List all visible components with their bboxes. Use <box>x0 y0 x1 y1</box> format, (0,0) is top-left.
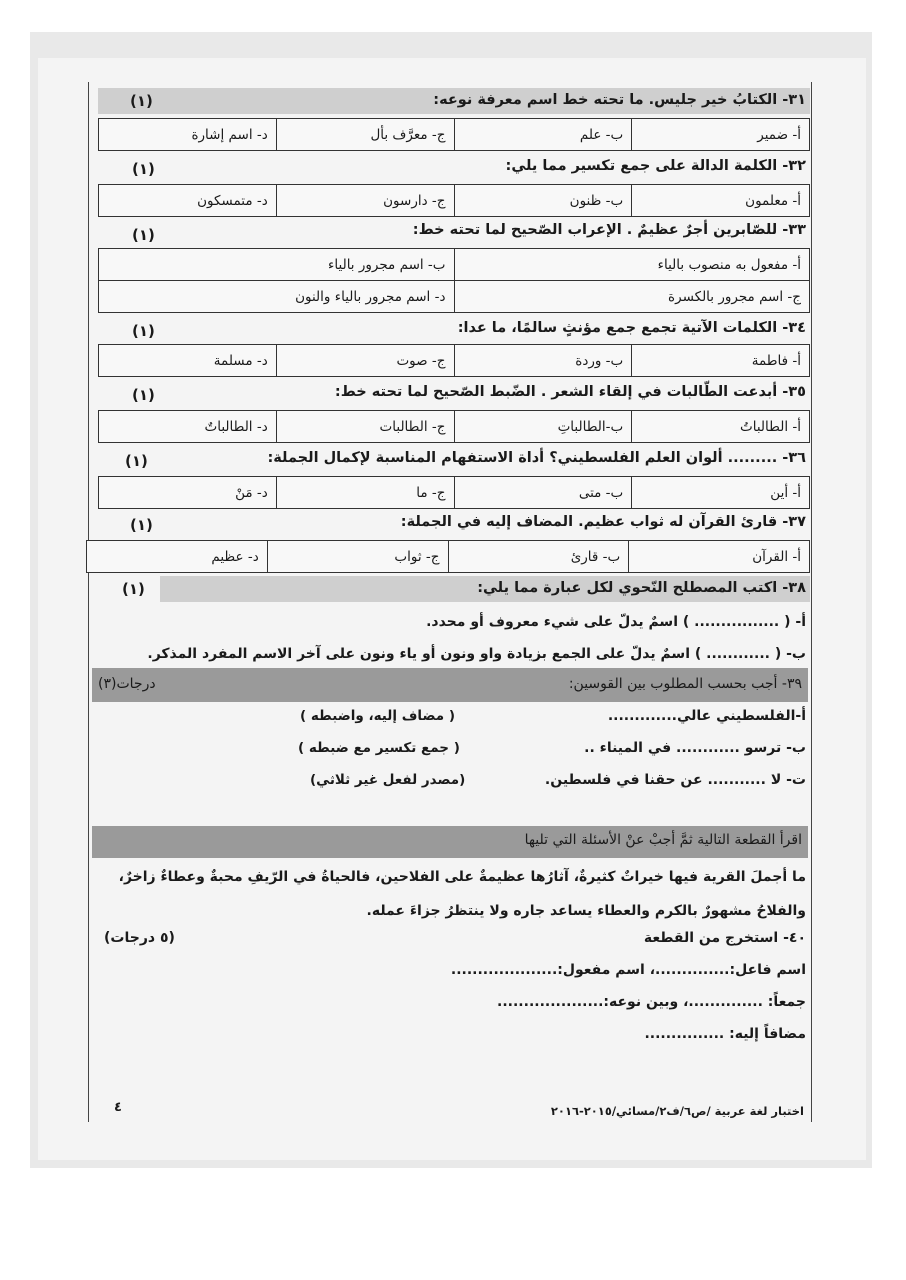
page-number: ٤ <box>114 1100 122 1115</box>
option-b[interactable]: ب- اسم مجرور بالياء <box>99 249 455 281</box>
option-c[interactable]: ج- الطالبات <box>276 411 454 443</box>
question-39-item-c: ت- لا ........... عن حقنا في فلسطين. <box>544 772 806 788</box>
question-40-line-2: جمعاً: ..............، وبين نوعه:.................... <box>497 994 806 1010</box>
question-37: ٣٧- قارئ القرآن له ثواب عظيم. المضاف إليه في الجملة: <box>400 514 806 530</box>
question-35-options <box>98 410 810 443</box>
option-c[interactable]: ج- معرَّف بأل <box>276 119 454 151</box>
option-c[interactable]: ج- دارسون <box>276 185 454 217</box>
option-d[interactable]: د- متمسكون <box>99 185 277 217</box>
question-36-options <box>98 476 810 509</box>
question-35-mark: (١) <box>132 386 155 404</box>
question-40-mark: (٥ درجات) <box>104 930 175 946</box>
question-31-mark: (١) <box>130 92 153 110</box>
option-a[interactable]: أ- الطالباتُ <box>632 411 810 443</box>
option-c[interactable]: ج- اسم مجرور بالكسرة <box>454 281 810 313</box>
option-d[interactable]: د- اسم مجرور بالياء والنون <box>99 281 455 313</box>
question-33: ٣٣- للصّابرين أجرٌ عظيمٌ . الإعراب الصّحيح لما تحته خط: <box>412 222 806 238</box>
footer-title: اختبار لغة عربية /ص٦/ف٢/مسائي/٢٠١٥-٢٠١٦ <box>550 1104 804 1118</box>
option-c[interactable]: ج- صوت <box>276 345 454 377</box>
question-32-mark: (١) <box>132 160 155 178</box>
option-c[interactable]: ج- ما <box>276 477 454 509</box>
option-c[interactable]: ج- ثواب <box>267 541 448 573</box>
option-d[interactable]: د- عظيم <box>87 541 268 573</box>
question-39-mark: (٣)درجات <box>98 676 156 692</box>
option-d[interactable]: د- اسم إشارة <box>99 119 277 151</box>
question-33-mark: (١) <box>132 226 155 244</box>
question-34: ٣٤- الكلمات الآتية تجمع جمع مؤنثٍ سالمًا، ما عدا: <box>457 320 806 336</box>
question-36: ٣٦- ......... ألوان العلم الفلسطيني؟ أداة الاستفهام المناسبة لإكمال الجملة: <box>267 450 806 466</box>
option-b[interactable]: ب- ظنون <box>454 185 632 217</box>
question-38: ٣٨- اكتب المصطلح النّحوي لكل عبارة مما يلي: <box>477 580 806 596</box>
question-36-mark: (١) <box>125 452 148 470</box>
question-40-line-1: اسم فاعل:..............، اسم مفعول:.................... <box>450 962 806 978</box>
option-b[interactable]: ب- وردة <box>454 345 632 377</box>
option-d[interactable]: د- مَنْ <box>99 477 277 509</box>
question-38-line-a: أ- ( ................ ) اسمٌ يدلّ على شيء معروف أو محدد. <box>426 614 806 630</box>
question-38-line-b: ب- ( ............ ) اسمٌ يدلّ على الجمع بزيادة واو ونون أو ياء ونون على آخر الاسم المفرد المذكر. <box>147 646 806 662</box>
question-31-options <box>98 118 810 151</box>
question-31: ٣١- الكتابُ خير جليس. ما تحته خط اسم معرفة نوعه: <box>433 92 806 108</box>
passage-heading: اقرأ القطعة التالية ثمَّ أجبْ عنْ الأسئلة التي تليها <box>524 832 802 848</box>
question-34-options <box>98 344 810 377</box>
option-a[interactable]: أ- القرآن <box>629 541 810 573</box>
option-a[interactable]: أ- أين <box>632 477 810 509</box>
question-32: ٣٢- الكلمة الدالة على جمع تكسير مما يلي: <box>505 158 806 174</box>
option-b[interactable]: ب- متى <box>454 477 632 509</box>
option-a[interactable]: أ- معلمون <box>632 185 810 217</box>
question-39-item-a: أ-الفلسطيني عالي............. <box>607 708 806 724</box>
option-b[interactable]: ب-الطالباتِ <box>454 411 632 443</box>
option-d[interactable]: د- الطالباتٌ <box>99 411 277 443</box>
question-38-mark: (١) <box>122 580 145 598</box>
passage-text: ما أجملَ القرية فيها خيراتٌ كثيرةٌ، آثارُها عظيمةٌ على الفلاحين، فالحياةُ في الرّيفِ محبةٌ وعطاءٌ زاخرٌ، والفلاحُ مشهورٌ بالكرم والعطاء يساعد جاره ولا ينتظرُ جزاءَ عمله. <box>118 869 806 919</box>
question-39: ٣٩- أجب بحسب المطلوب بين القوسين: <box>568 676 802 692</box>
question-40: ٤٠- استخرج من القطعة <box>643 930 806 946</box>
question-32-options <box>98 184 810 217</box>
question-33-options <box>98 248 810 313</box>
option-a[interactable]: أ- ضمير <box>632 119 810 151</box>
question-37-mark: (١) <box>130 516 153 534</box>
option-d[interactable]: د- مسلمة <box>99 345 277 377</box>
question-40-line-3: مضافاً إليه: ............... <box>644 1026 806 1042</box>
option-a[interactable]: أ- فاطمة <box>632 345 810 377</box>
question-39-hint-a: ( مضاف إليه، واضبطه ) <box>300 708 455 724</box>
question-39-item-b: ب- ترسو ............ في الميناء .. <box>584 740 806 756</box>
question-37-options <box>86 540 810 573</box>
question-39-hint-c: (مصدر لفعل غير ثلاثي) <box>310 772 466 788</box>
option-b[interactable]: ب- قارئ <box>448 541 629 573</box>
question-34-mark: (١) <box>132 322 155 340</box>
option-a[interactable]: أ- مفعول به منصوب بالياء <box>454 249 810 281</box>
question-39-hint-b: ( جمع تكسير مع ضبطه ) <box>298 740 460 756</box>
option-b[interactable]: ب- علم <box>454 119 632 151</box>
question-35: ٣٥- أبدعت الطّالبات في إلقاء الشعر . الضّبط الصّحيح لما تحته خط: <box>334 384 806 400</box>
